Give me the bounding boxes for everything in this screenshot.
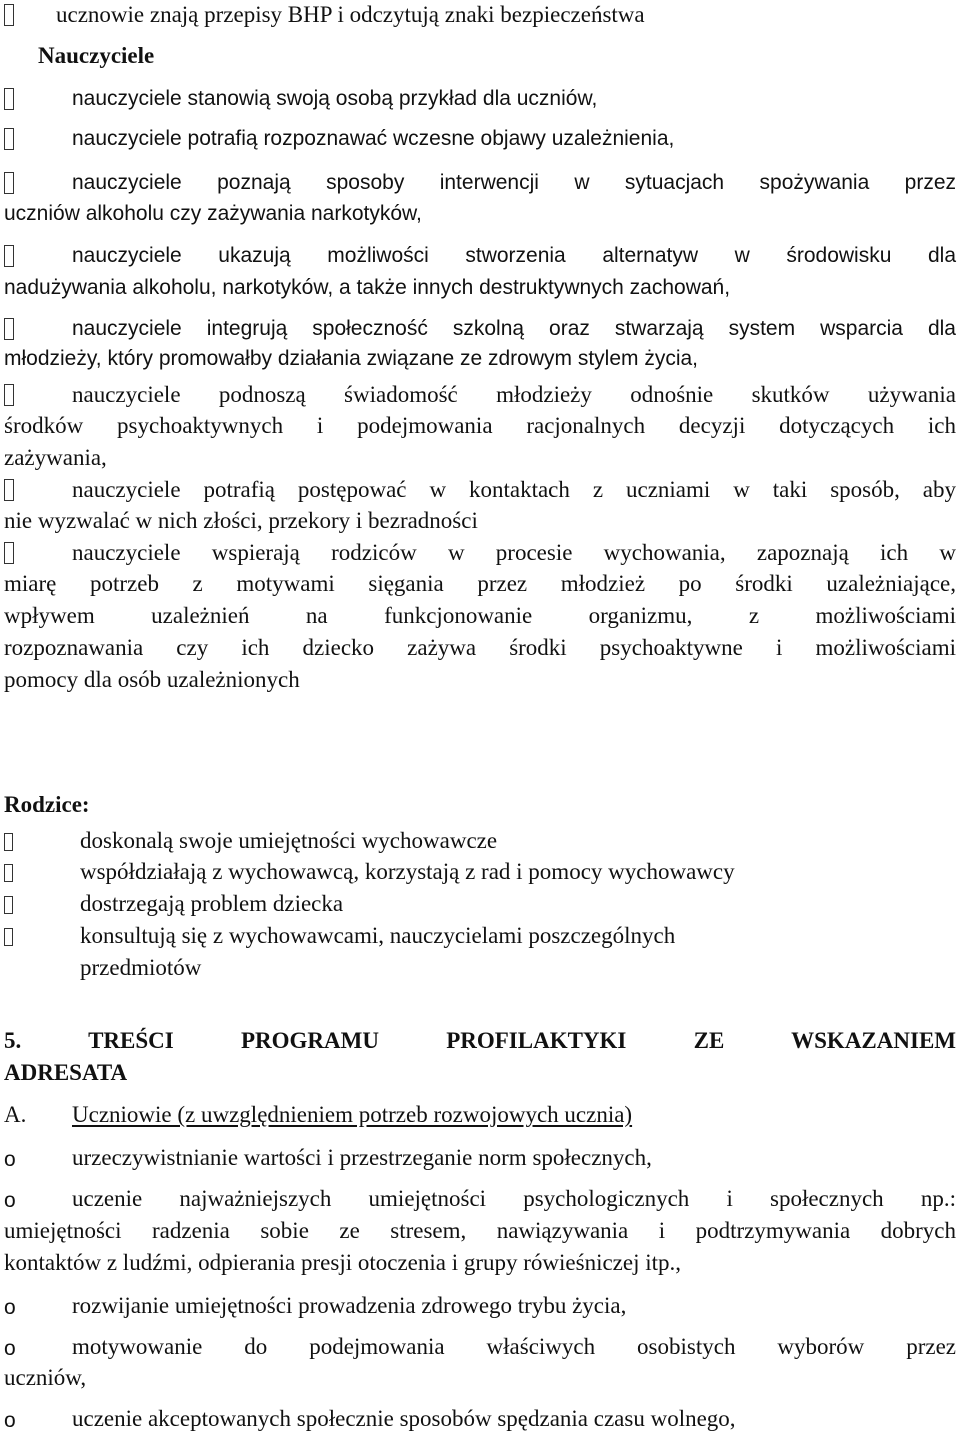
circle-bullet-icon: o — [4, 1148, 16, 1171]
circle-bullet-icon: o — [4, 1189, 16, 1212]
parents-item-2: współdziałają z wychowawcą, korzystają z rad i pomocy wychowawcy — [80, 859, 735, 884]
circle-bullet-icon: o — [4, 1409, 16, 1432]
teachers-item-7-line-1: nauczyciele potrafią postępować w kontaktach z uczniami w taki sposób, aby — [72, 477, 956, 502]
section-title-line-1: 5. TREŚCI PROGRAMU PROFILAKTYKI ZE WSKAZANIEM — [4, 1028, 956, 1053]
teachers-item-8-line-1: nauczyciele wspierają rodziców w procesie wychowania, zapoznają ich w — [72, 540, 956, 565]
teachers-heading: Nauczyciele — [38, 43, 155, 68]
bullet-icon — [4, 384, 14, 406]
teachers-item-2: nauczyciele potrafią rozpoznawać wczesne objawy uzależnienia, — [72, 127, 675, 150]
circle-bullet-icon: o — [4, 1296, 16, 1319]
teachers-item-7-line-2: nie wyzwalać w nich złości, przekory i bezradności — [4, 508, 478, 533]
students-item-2-line-2: umiejętności radzenia sobie ze stresem, nawiązywania i podtrzymywania dobrych — [4, 1218, 956, 1243]
teachers-item-3-line-1: nauczyciele poznają sposoby interwencji w sytuacjach spożywania przez — [72, 171, 956, 194]
bullet-icon — [4, 928, 13, 946]
bullet-icon — [4, 864, 13, 882]
subsection-letter: A. — [4, 1102, 27, 1127]
students-item-2-line-1: uczenie najważniejszych umiejętności psychologicznych i społecznych np.: — [72, 1186, 956, 1211]
parents-item-4-line-2: przedmiotów — [80, 955, 202, 980]
bullet-icon — [4, 896, 13, 914]
bullet-icon — [4, 318, 14, 340]
students-item-3: rozwijanie umiejętności prowadzenia zdrowego trybu życia, — [72, 1293, 627, 1318]
bullet-icon — [4, 833, 13, 851]
parents-item-3: dostrzegają problem dziecka — [80, 891, 344, 916]
teachers-item-6-line-1: nauczyciele podnoszą świadomość młodzieży odnośnie skutków używania — [72, 382, 956, 407]
students-item-4-line-2: uczniów, — [4, 1365, 87, 1390]
bhp-line: ucznowie znają przepisy BHP i odczytują znaki bezpieczeństwa — [56, 2, 645, 27]
teachers-item-6-line-2: środków psychoaktywnych i podejmowania racjonalnych decyzji dotyczących ich — [4, 413, 956, 438]
bullet-icon — [4, 542, 14, 564]
teachers-item-1: nauczyciele stanowią swoją osobą przykład dla uczniów, — [72, 87, 598, 110]
bullet-icon — [4, 128, 14, 150]
teachers-item-8-line-2: miarę potrzeb z motywami sięgania przez młodzież po środki uzależniające, — [4, 571, 956, 596]
teachers-item-4-line-1: nauczyciele ukazują możliwości stworzenia alternatyw w środowisku dla — [72, 244, 956, 267]
teachers-item-5-line-2: młodzieży, który promowałby działania związane ze zdrowym stylem życia, — [4, 347, 699, 370]
teachers-item-5-line-1: nauczyciele integrują społeczność szkolną oraz stwarzają system wsparcia dla — [72, 317, 956, 340]
section-title-line-2: ADRESATA — [4, 1060, 128, 1085]
students-item-2-line-3: kontaktów z ludźmi, odpierania presji otoczenia i grupy rówieśniczej itp., — [4, 1250, 682, 1275]
students-item-1: urzeczywistnianie wartości i przestrzeganie norm społecznych, — [72, 1145, 652, 1170]
teachers-item-8-line-5: pomocy dla osób uzależnionych — [4, 667, 300, 692]
parents-item-1: doskonalą swoje umiejętności wychowawcze — [80, 828, 498, 853]
parents-item-4-line-1: konsultują się z wychowawcami, nauczycielami poszczególnych — [80, 923, 676, 948]
bullet-icon — [4, 245, 14, 267]
bullet-icon — [4, 479, 14, 501]
teachers-item-8-line-4: rozpoznawania czy ich dziecko zażywa środki psychoaktywne i możliwościami — [4, 635, 956, 660]
teachers-item-4-line-2: nadużywania alkoholu, narkotyków, a także innych destruktywnych zachowań, — [4, 276, 731, 299]
parents-heading: Rodzice: — [4, 792, 90, 817]
teachers-item-6-line-3: zażywania, — [4, 445, 107, 470]
students-item-5: uczenie akceptowanych społecznie sposobów spędzania czasu wolnego, — [72, 1406, 736, 1431]
bullet-icon — [4, 4, 14, 26]
subsection-heading: Uczniowie (z uwzględnieniem potrzeb rozwojowych ucznia) — [72, 1102, 633, 1127]
teachers-item-3-line-2: uczniów alkoholu czy zażywania narkotyków, — [4, 202, 422, 225]
teachers-item-8-line-3: wpływem uzależnień na funkcjonowanie organizmu, z możliwościami — [4, 603, 956, 628]
bullet-icon — [4, 172, 14, 194]
circle-bullet-icon: o — [4, 1337, 16, 1360]
bullet-icon — [4, 88, 14, 110]
students-item-4-line-1: motywowanie do podejmowania właściwych osobistych wyborów przez — [72, 1334, 956, 1359]
